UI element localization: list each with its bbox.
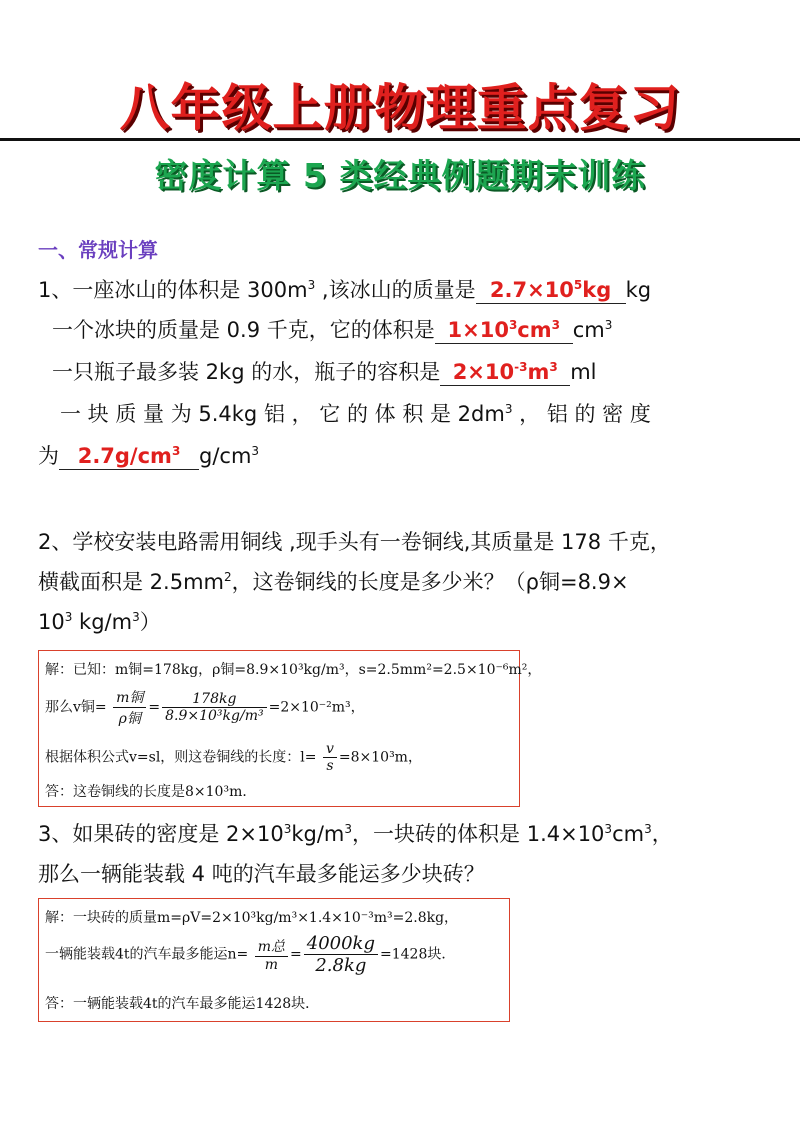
q3-solution-box <box>38 898 510 1022</box>
q2-fraction-3: $\frac{v}{s}$ <box>323 741 337 774</box>
q3-fraction-2: $\frac{4000kg}{2.8kg}$ <box>304 933 378 976</box>
q2-solution-line-4: 答：这卷铜线的长度是8×10³m． <box>45 784 257 800</box>
q1-answer-4: $2.7g/cm^3$ <box>59 443 199 470</box>
q2-line-3: $10^3$ $kg/m^3$） <box>38 610 161 634</box>
q2-solution-box <box>38 650 542 807</box>
q1-answer-1: $2.7\times 10^5kg$ <box>476 277 626 304</box>
q3-fraction-1: $\frac{\text{m总}}{m}$ <box>255 936 288 973</box>
q3-solution-line-3: 答：一辆能装载4t的汽车最多能运1428块． <box>45 996 320 1012</box>
q2-fraction-2: $\frac{178kg}{\text{8.9×10³kg/m³}}$ <box>162 691 266 724</box>
q2-line-2: 横截面积是 $2.5mm^2$，这卷铜线的长度是多少米？（ρ铜=8.9× <box>38 570 629 594</box>
q2-solution-line-1: 解：已知：m铜=178kg，ρ铜=8.9×10³kg/m³，s=2.5mm²=2.5×10⁻⁶m²， <box>45 662 542 678</box>
q1-line-3: 一只瓶子最多装 2kg 的水，瓶子的容积是 $2\times 10^{-3}m^3$ ml <box>52 360 597 384</box>
q3-line-2: 那么一辆能装载 4 吨的汽车最多能运多少块砖？ <box>38 862 485 886</box>
q1-line-1: 1、一座冰山的体积是 $300m^3$ ,该冰山的质量是 $2.7\times 10^5kg$ kg <box>38 278 652 302</box>
q1-line-4: 一 块 质 量 为 5.4kg 铝 ， 它 的 体 积 是 $2dm^3$ ， 铝 的 密 度 <box>60 402 651 426</box>
q3-solution-line-1: 解：一块砖的质量m=ρV=2×10³kg/m³×1.4×10⁻³m³=2.8kg， <box>45 910 459 926</box>
q1-answer-2: $1\times 10^3cm^3$ <box>435 317 573 344</box>
q3-line-1: 3、如果砖的密度是 $2\times 10^3kg/m^3$，一块砖的体积是 $1.4\times 10^3cm^3$， <box>38 822 673 846</box>
q3-solution-line-2: 一辆能装载4t的汽车最多能运n= $\frac{\text{m总}}{m}$ = $\frac{4000kg}{2.8kg}$ =1428块． <box>45 933 456 976</box>
q2-fraction-1: $\frac{\text{m铜}}{\text{ρ铜}}$ <box>113 687 146 728</box>
page-subtitle: 密度计算 5 类经典例题期末训练 <box>154 156 646 195</box>
q1-line-2: 一个冰块的质量是 0.9 千克，它的体积是 $1\times 10^3cm^3$ $cm^3$ <box>52 318 613 342</box>
q1-line-5: 为 $2.7g/cm^3$ $g/cm^3$ <box>38 444 260 468</box>
page-title: 八年级上册物理重点复习 <box>119 79 681 137</box>
q2-solution-line-2: 那么v铜= $\frac{\text{m铜}}{\text{ρ铜}}$ = $\frac{178kg}{\text{8.9×10³kg/m³}}$ =2×10⁻²m³， <box>45 687 365 728</box>
q2-line-1: 2、学校安装电路需用铜线 ,现手头有一卷铜线,其质量是 178 千克， <box>38 530 671 554</box>
title-divider <box>0 138 800 141</box>
section-heading: 一、常规计算 <box>38 238 158 262</box>
q2-solution-line-3: 根据体积公式v=sl，则这卷铜线的长度：l= $\frac{v}{s}$ =8×10³m， <box>45 741 422 774</box>
q1-answer-3: $2\times 10^{-3}m^3$ <box>440 359 570 386</box>
